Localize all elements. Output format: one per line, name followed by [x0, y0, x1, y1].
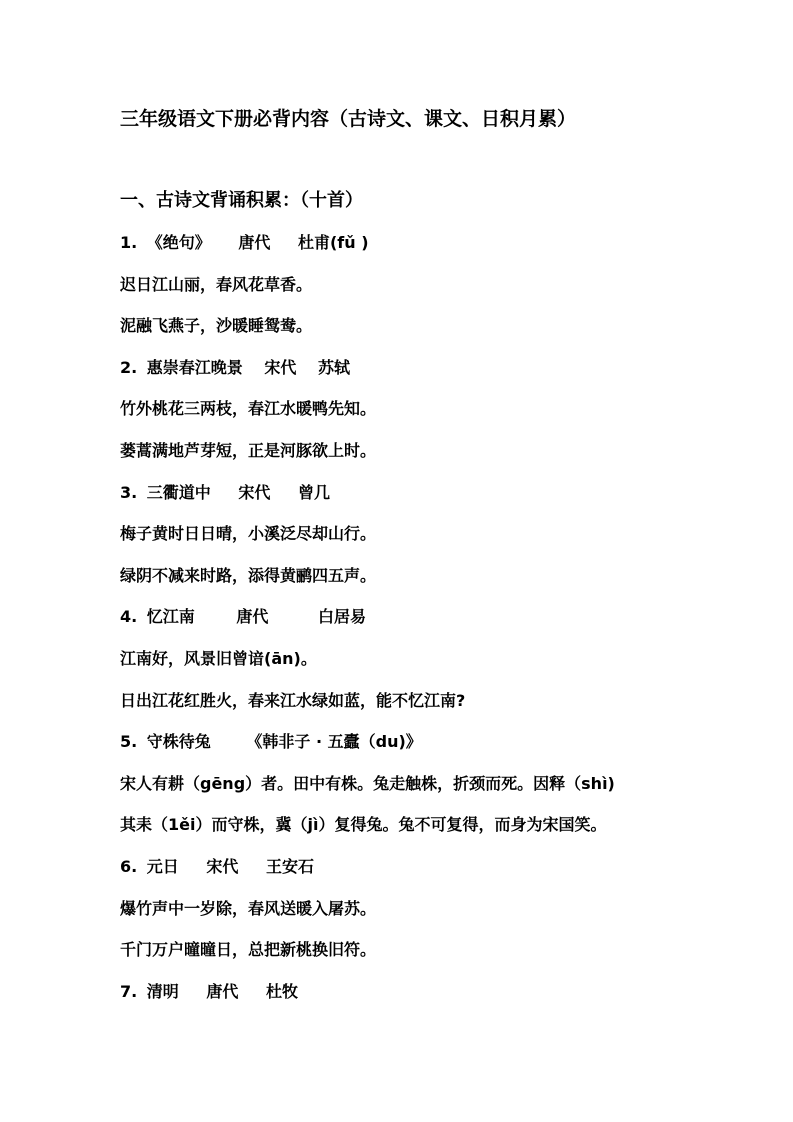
page-title: 三年级语文下册必背内容（古诗文、课文、日积月累） [120, 108, 577, 130]
poem-number: 5. [120, 732, 138, 752]
poem-line: 竹外桃花三两枝，春江水暖鸭先知。 [120, 399, 377, 419]
poem-line: 其耒（1ěi）而守株，冀（jì）复得兔。兔不可复得，而身为宋国笑。 [120, 815, 607, 835]
poem-dynasty: 唐代 [236, 607, 269, 627]
poem-heading [120, 978, 780, 1020]
poem-name: 守株待兔 [146, 732, 211, 752]
poem-name: 三衢道中 [146, 482, 211, 502]
poem-line: 千门万户曈曈日，总把新桃换旧符。 [120, 940, 377, 960]
poem-heading [120, 479, 780, 521]
poem-author: 王安石 [265, 856, 314, 876]
poem-name: 忆江南 [146, 607, 195, 627]
poem-author: 杜牧 [265, 981, 298, 1001]
poem-heading [120, 728, 780, 770]
poem-number: 2. [120, 357, 138, 377]
poem-dynasty: 宋代 [238, 482, 271, 502]
poem-number: 3. [120, 482, 138, 502]
poem-number: 4. [120, 607, 138, 627]
poem-heading [120, 229, 780, 271]
poem-line: 梅子黄时日日晴，小溪泛尽却山行。 [120, 524, 377, 544]
poem-line: 江南好，风景旧曾谙(ān)。 [120, 648, 317, 668]
poem-line: 绿阴不减来时路，添得黄鹂四五声。 [120, 565, 377, 585]
poem-heading [120, 603, 780, 645]
poem-name: 《绝句》 [146, 233, 211, 252]
poem-heading [120, 354, 780, 396]
poem-heading [120, 853, 780, 895]
poem-author: 苏轼 [317, 357, 350, 377]
poem-line: 日出江花红胜火，春来江水绿如蓝，能不忆江南? [120, 690, 466, 710]
poem-name: 元日 [146, 856, 179, 876]
poem-number: 6. [120, 856, 138, 876]
poem-list [120, 229, 780, 1019]
poem-line: 迟日江山丽，春风花草香。 [120, 274, 313, 294]
poem-name: 惠崇春江晚景 [146, 357, 243, 377]
poem-author: 杜甫(fǔ ) [297, 233, 369, 252]
poem-line: 蒌蒿满地芦芽短，正是河豚欲上时。 [120, 440, 377, 460]
poem-dynasty: 宋代 [264, 357, 297, 377]
poem-line: 宋人有耕（gēng）者。田中有株。兔走触株，折颈而死。因释（shì) [120, 773, 615, 793]
poem-dynasty: 唐代 [238, 233, 271, 252]
section-title: 一、古诗文背诵积累：（十首） [120, 190, 363, 211]
poem-number: 1. [120, 233, 138, 252]
poem-dynasty: 唐代 [206, 981, 239, 1001]
poem-number: 7. [120, 981, 138, 1001]
poem-author: 白居易 [317, 607, 366, 627]
poem-name: 清明 [146, 981, 179, 1001]
poem-line: 爆竹声中一岁除，春风送暖入屠苏。 [120, 898, 377, 918]
poem-line: 泥融飞燕子，沙暖睡鸳鸯。 [120, 316, 313, 336]
poem-author: 《韩非子 · 五蠹（du)》 [246, 732, 422, 752]
poem-dynasty: 宋代 [206, 856, 239, 876]
poem-author: 曾几 [297, 482, 330, 502]
